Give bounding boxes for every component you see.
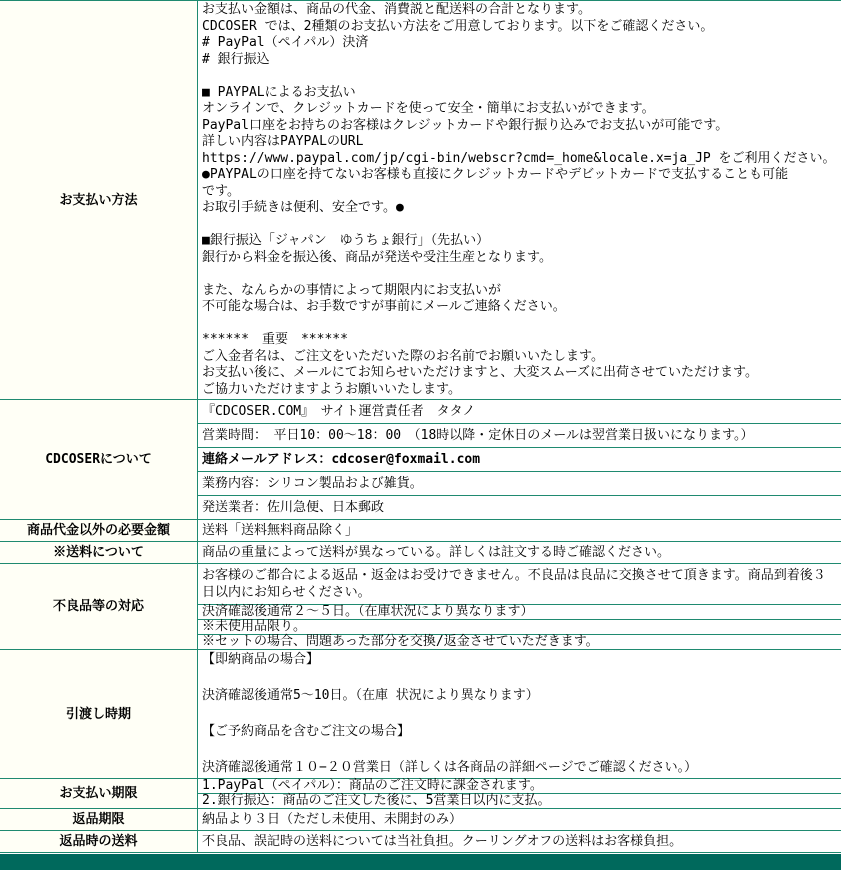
extra-fees-text: 送料「送料無料商品除く」 (202, 522, 359, 538)
text-line: 【ご予約商品を含むご注文の場合】 (202, 724, 411, 739)
row-return-shipping (0, 831, 841, 853)
blank-line (202, 316, 837, 333)
text-line: PayPal口座をお持ちのお客様はクレジットカードや銀行振り込みでお支払いが可能です。 (202, 117, 729, 133)
payment-deadline-content (198, 779, 841, 808)
defective-lead-time-text: 決済確認後通常２〜５日。（在庫状況により異なります） (198, 604, 841, 619)
text-line: お取引手続きは便利、安全です。● (202, 200, 404, 215)
payment-method-content (198, 1, 841, 399)
row-header-return-deadline: 返品期限 (0, 809, 198, 830)
defective-policy-text: お客様のご都合による返品・返金はお受けできません。不良品は良品に交換させて頂きます。商品到着後３日以内にお知らせください。 (202, 568, 826, 600)
row-header-shipping-note: ※送料について (0, 542, 198, 563)
row-return-deadline (0, 809, 841, 831)
row-shipping-note (0, 542, 841, 564)
row-extra-fees (0, 520, 841, 542)
row-payment-deadline (0, 779, 841, 809)
text-line: ご入金者名は、ご注文をいただいた際のお名前でお願いいたします。 (202, 348, 604, 364)
row-header-about-cdcoser: CDCOSERについて (0, 400, 198, 519)
unused-only-text: ※未使用品限り。 (198, 619, 841, 634)
text-line: お支払い金額は、商品の代金、消費説と配送料の合計となります。 (202, 2, 591, 17)
shipping-note-content (198, 542, 841, 563)
contact-email-text: 連絡メールアドレス：cdcoser@foxmail.com (198, 447, 841, 471)
text-line: ■銀行振込「ジャパン ゆうちょ銀行」（先払い） (202, 233, 490, 248)
extra-fees-content (198, 520, 841, 541)
set-exchange-text: ※セットの場合、問題あった部分を交換/返金させていただきます。 (198, 634, 841, 649)
row-payment-method (0, 1, 841, 400)
text-line: また、なんらかの事情によって期限内にお支払いが (202, 282, 502, 298)
blank-line (202, 669, 837, 687)
text-line: です。 (202, 183, 240, 199)
text-line: オンラインで、クレジットカードを使って安全・簡単にお支払いができます。 (202, 101, 655, 116)
text-line: 決済確認後通常１０−２０営業日（詳しくは各商品の詳細ページでご確認ください。） (202, 760, 698, 775)
text-line: 決済確認後通常5〜10日。（在庫 状況により異なります） (202, 688, 539, 703)
text-line: ご協力いただけますようお願いいたします。 (202, 381, 461, 397)
return-deadline-text: 納品より３日（ただし未使用、未開封のみ） (202, 811, 463, 827)
text-line: 銀行から料金を振込後、商品が発送や受注生産となります。 (202, 249, 552, 265)
row-delivery-time (0, 650, 841, 779)
blank-line (202, 705, 837, 723)
blank-line (202, 217, 837, 234)
about-cdcoser-content (198, 400, 841, 519)
text-line: 不可能な場合は、お手数ですが事前にメールご連絡ください。 (202, 299, 566, 314)
text-line: 詳しい内容はPAYPALのURL (202, 134, 364, 149)
text-line: ■ PAYPALによるお支払い (202, 84, 356, 100)
shipping-note-text: 商品の重量によって送料が異なっている。詳しくは註文する時ご確認ください。 (202, 544, 671, 560)
text-line: # 銀行振込 (202, 51, 270, 67)
business-description-text: 業務内容：シリコン製品および雑貨。 (198, 471, 841, 495)
paypal-url-text: https://www.paypal.com/jp/cgi-bin/webscr?cmd=_home&locale.x=ja_JP をご利用ください。 (202, 150, 836, 166)
delivery-time-content (198, 650, 841, 778)
row-defective-handling (0, 564, 841, 650)
shipping-carriers-text: 発送業者：佐川急便、日本郵政 (198, 495, 841, 519)
return-shipping-text: 不良品、誤記時の送料については当社負担。クーリングオフの送料はお客様負担。 (202, 833, 683, 849)
text-line: # PayPal（ペイパル）決済 (202, 35, 369, 50)
blank-line (202, 266, 837, 283)
row-header-payment-deadline: お支払い期限 (0, 779, 198, 808)
paypal-deadline-text: 1.PayPal（ペイパル）：商品のご注文時に課金されます。 (202, 778, 543, 793)
bank-transfer-deadline-text: 2.銀行振込：商品のご注文した後に、5営業日以内に支払。 (198, 793, 841, 808)
row-header-return-shipping: 返品時の送料 (0, 831, 198, 852)
important-marker-line: ****** 重要 ****** (202, 332, 348, 347)
row-header-defective-handling: 不良品等の対応 (0, 564, 198, 649)
row-header-delivery-time: 引渡し時期 (0, 650, 198, 778)
defective-handling-content (198, 564, 841, 649)
row-about-cdcoser (0, 400, 841, 520)
return-deadline-content (198, 809, 841, 830)
blank-line (202, 741, 837, 759)
text-line: 【即納商品の場合】 (202, 652, 320, 667)
site-operator-text: 『CDCOSER.COM』 サイト運営責任者 タタノ (202, 404, 476, 419)
row-header-payment-method: お支払い方法 (0, 1, 198, 399)
blank-line (202, 68, 837, 85)
text-line: CDCOSER では、2種類のお支払い方法をご用意しております。以下をご確認ください。 (202, 18, 714, 34)
business-hours-text: 営業時間： 平日10：00〜18：00 （18時以降・定休日のメールは翌営業日扱いになります。） (198, 423, 841, 447)
row-header-extra-fees: 商品代金以外の必要金額 (0, 520, 198, 541)
text-line: お支払い後に、メールにてお知らせいただけますと、大変スムーズに出荷させていただけます。 (202, 365, 759, 380)
text-line: ●PAYPALの口座を持てないお客様も直接にクレジットカードやデビットカードで支払することも可能 (202, 167, 789, 182)
return-shipping-content (198, 831, 841, 852)
